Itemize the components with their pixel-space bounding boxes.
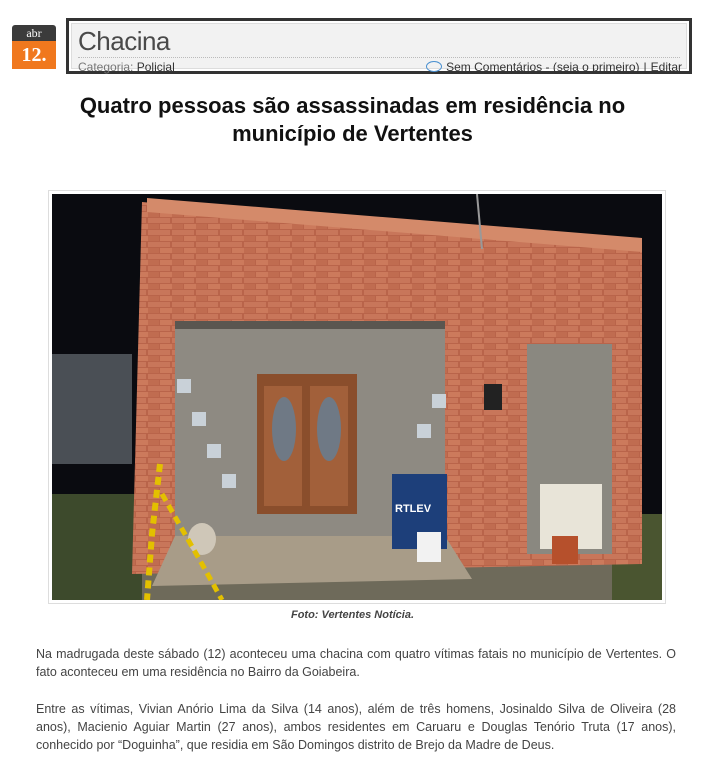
post-date-badge [12, 25, 56, 69]
comments-link[interactable]: Sem Comentários - (seja o primeiro) [446, 60, 640, 74]
comment-bubble-icon [426, 61, 442, 72]
headline-line-1: Quatro pessoas são assassinadas em residência no [79, 93, 626, 118]
house-photo-image [52, 194, 662, 600]
headline-line-2: município de Vertentes [232, 121, 473, 146]
edit-link[interactable]: Editar [650, 60, 682, 74]
meta-separator: | [643, 60, 647, 74]
post-date-day: 12. [12, 41, 56, 69]
header-divider [78, 57, 680, 58]
photo-caption: Foto: Vertentes Notícia. [290, 609, 415, 621]
article-paragraph-1: Na madrugada deste sábado (12) aconteceu uma chacina com quatro vítimas fatais no município de Vertentes. O fato aconteceu em uma residência no Bairro da Goiabeira. [36, 647, 676, 679]
tank-label: RTLEV [395, 503, 432, 515]
category-link[interactable]: Policial [136, 60, 175, 74]
post-header-box [66, 18, 692, 74]
post-meta-actions [426, 60, 682, 74]
post-date-month: abr [12, 25, 56, 41]
category-label: Categoria: [78, 60, 134, 74]
article-paragraph-2: Entre as vítimas, Vivian Anório Lima da Silva (14 anos), além de três homens, Josinaldo Silva de Oliveira (28 anos), Macienio Aguiar Martin (27 anos), ambos residentes em Caruaru e Douglas Tenório Truta (17 anos), conhecido por “Doguinha”, que residia em São Domingos distrito de Brejo da Madre de Deus. [36, 702, 676, 752]
post-title[interactable]: Chacina [78, 26, 170, 56]
article-headline [40, 92, 665, 148]
post-category [78, 60, 175, 74]
article-photo[interactable] [48, 190, 666, 604]
